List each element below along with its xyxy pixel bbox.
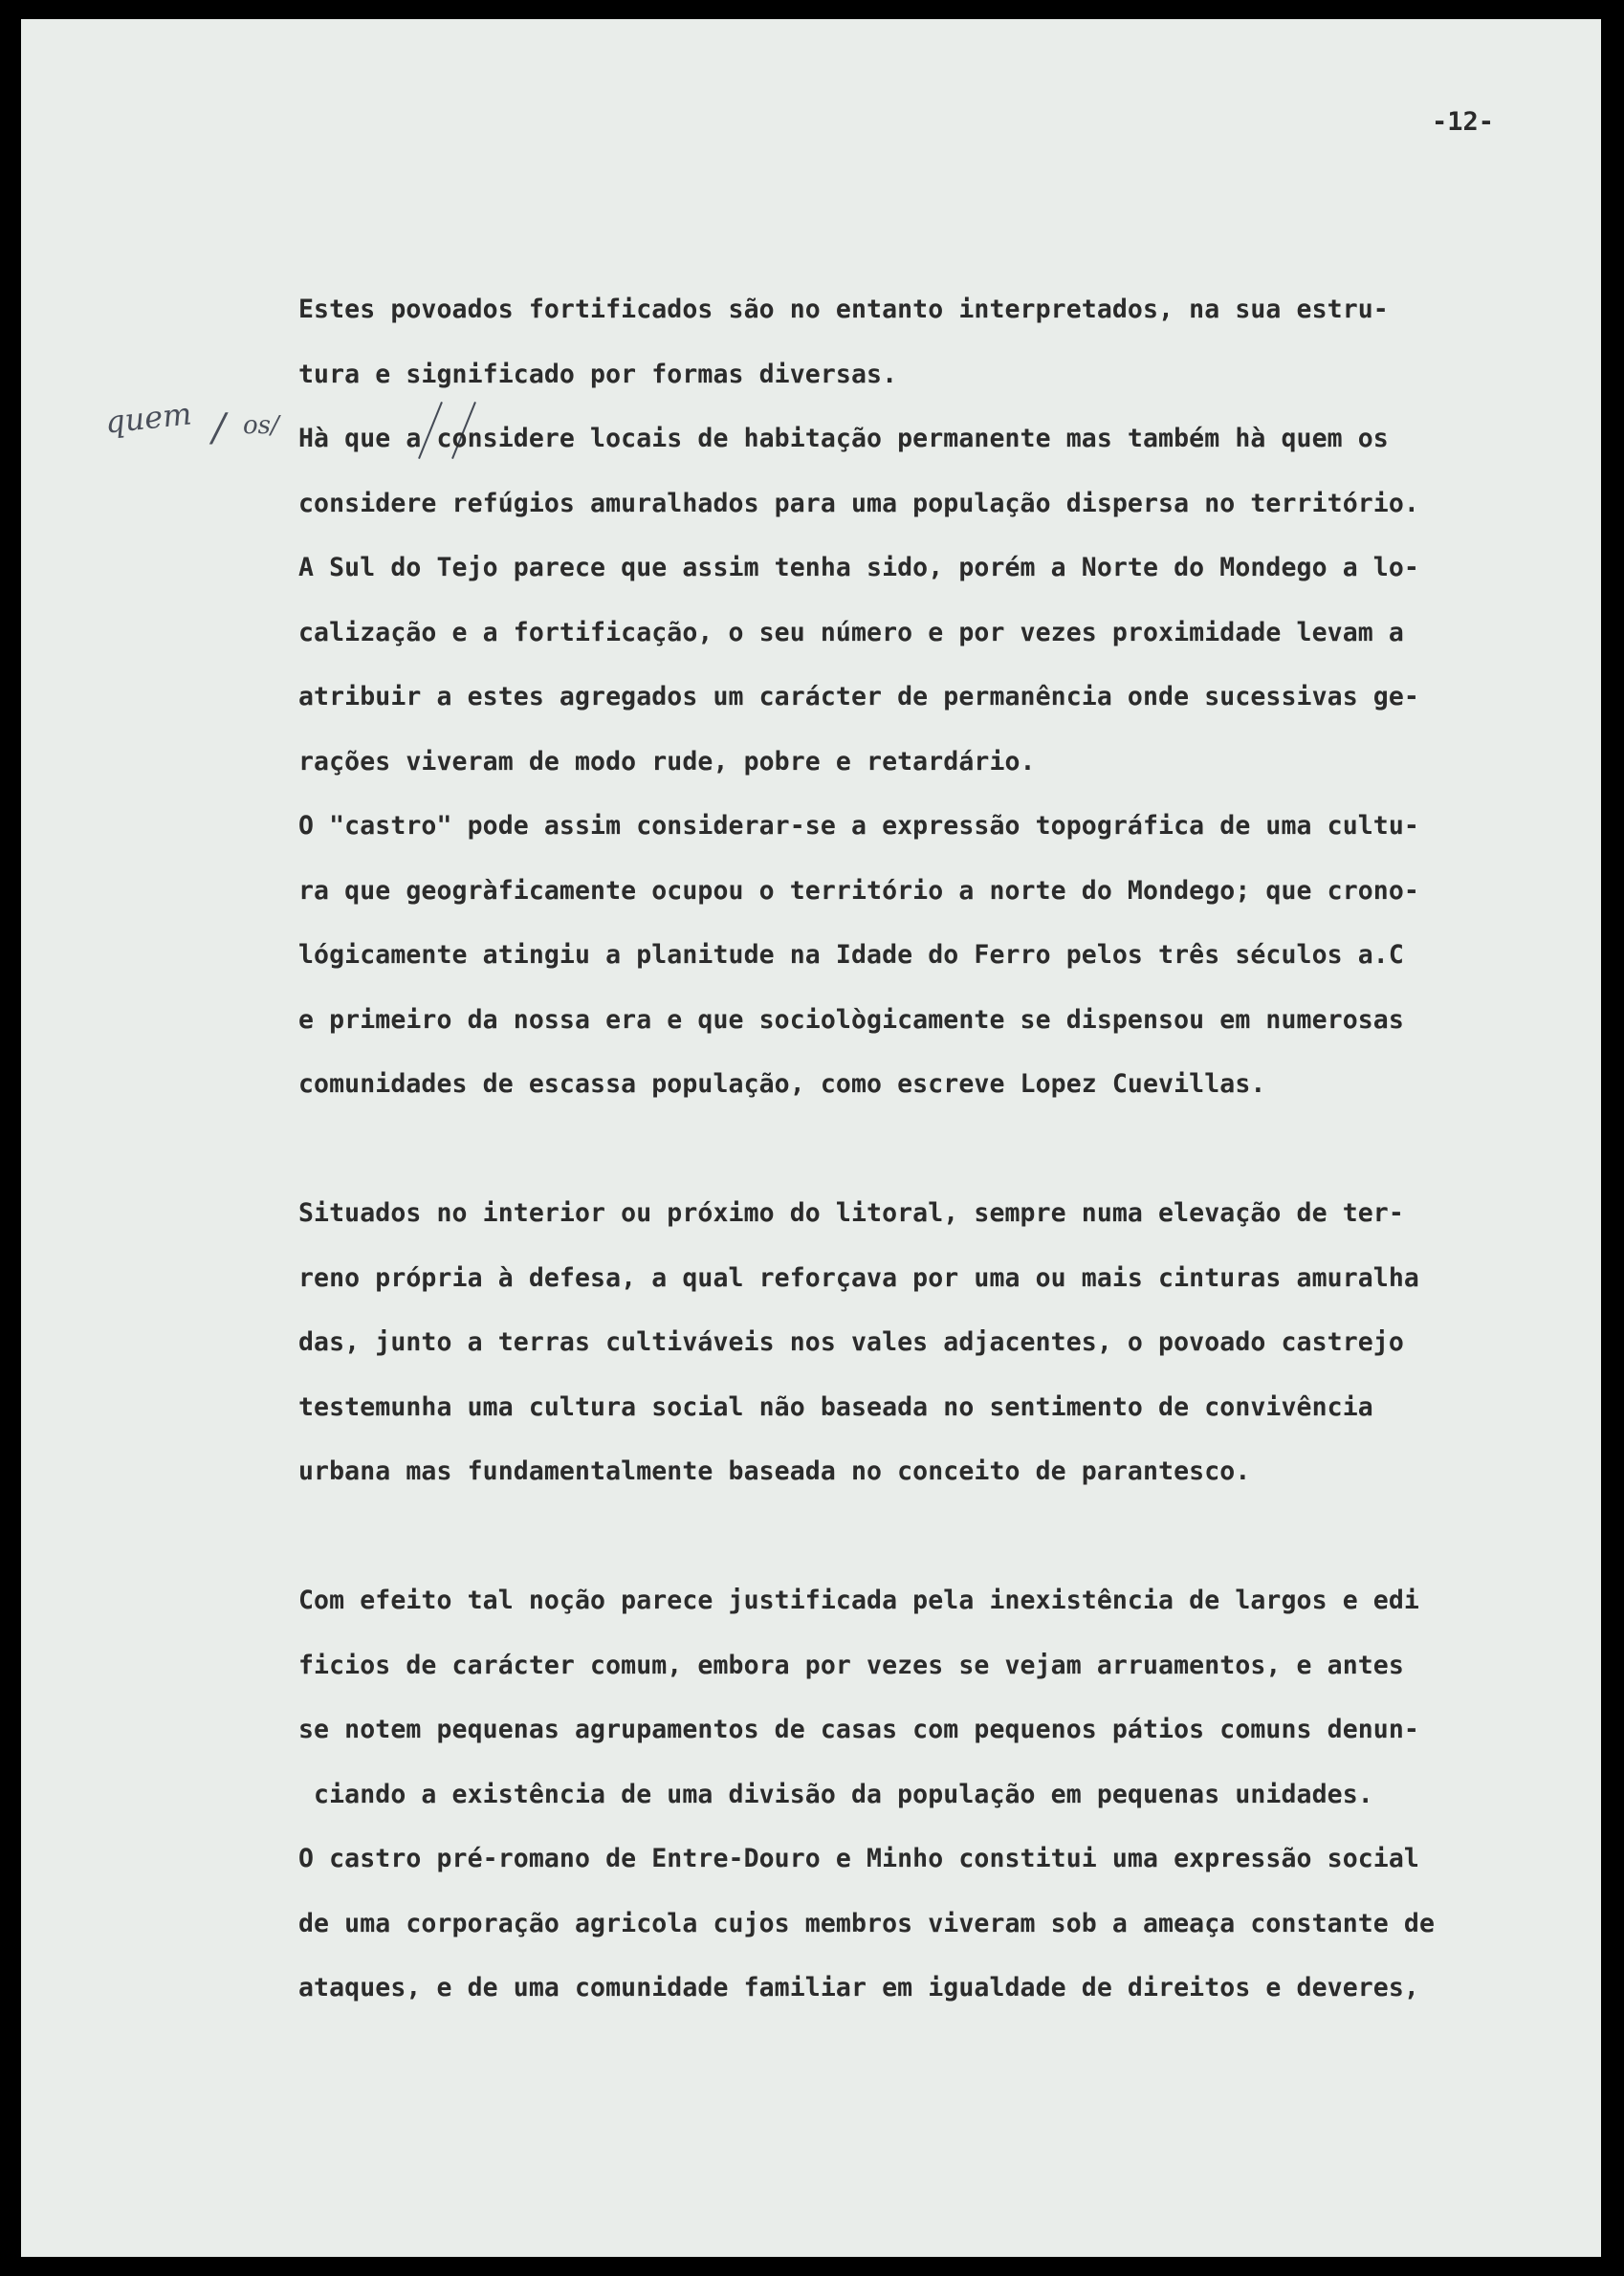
text-line: ra que geogràficamente ocupou o território a norte do Mondego; que crono- (298, 875, 1419, 906)
document-page (21, 19, 1601, 2257)
text-line: urbana mas fundamentalmente baseada no conceito de parantesco. (298, 1456, 1251, 1486)
text-line: calização e a fortificação, o seu número e por vezes proximidade levam a (298, 617, 1404, 647)
text-line: atribuir a estes agregados um carácter de permanência onde sucessivas ge- (298, 682, 1419, 711)
text-line: O "castro" pode assim considerar-se a expressão topográfica de uma cultu- (298, 811, 1419, 841)
text-line: A Sul do Tejo parece que assim tenha sido, porém a Norte do Mondego a lo- (298, 553, 1419, 582)
text-line: ficios de carácter comum, embora por vezes se vejam arruamentos, e antes (298, 1650, 1404, 1680)
text-line: de uma corporação agricola cujos membros viveram sob a ameaça constante de (298, 1908, 1436, 1938)
text-line: e primeiro da nossa era e que sociològicamente se dispensou em numerosas (298, 1004, 1404, 1035)
text-line: ciando a existência de uma divisão da população em pequenas unidades. (298, 1779, 1373, 1809)
text-line: considere refúgios amuralhados para uma população dispersa no território. (298, 488, 1419, 518)
margin-annotation-slash: / (212, 406, 226, 450)
text-line: se notem pequenas agrupamentos de casas com pequenos pátios comuns denun- (298, 1715, 1419, 1744)
body-text (298, 277, 1601, 2021)
text-line: tura e significado por formas diversas. (298, 359, 898, 389)
text-line: rações viveram de modo rude, pobre e retardário. (298, 746, 1036, 777)
text-line: Hà que a considere locais de habitação permanente mas também hà quem os (298, 424, 1389, 453)
text-line: reno própria à defesa, a qual reforçava por uma ou mais cinturas amuralha (298, 1262, 1419, 1293)
text-line: testemunha uma cultura social não baseada no sentimento de convivência (298, 1391, 1373, 1422)
text-line: Situados no interior ou próximo do litoral, sempre numa elevação de ter- (298, 1198, 1404, 1228)
text-line: Estes povoados fortificados são no entanto interpretados, na sua estru- (298, 295, 1389, 324)
text-line: das, junto a terras cultiváveis nos vales adjacentes, o povoado castrejo (298, 1327, 1404, 1357)
text-line: ataques, e de uma comunidade familiar em igualdade de direitos e deveres, (298, 1973, 1419, 2002)
paragraph-gap (298, 1504, 1601, 1569)
page-number: -12- (1432, 107, 1495, 137)
text-line: Com efeito tal noção parece justificada pela inexistência de largos e edi (298, 1586, 1419, 1615)
text-line: O castro pré-romano de Entre-Douro e Minho constitui uma expressão social (298, 1844, 1419, 1873)
text-line: lógicamente atingiu a planitude na Idade do Ferro pelos três séculos a.C (298, 940, 1404, 970)
text-line: comunidades de escassa população, como escreve Lopez Cuevillas. (298, 1069, 1266, 1099)
margin-annotation-quem: quem (103, 395, 194, 441)
margin-annotation-os: os/ (243, 411, 279, 440)
paragraph-gap (298, 1117, 1601, 1182)
